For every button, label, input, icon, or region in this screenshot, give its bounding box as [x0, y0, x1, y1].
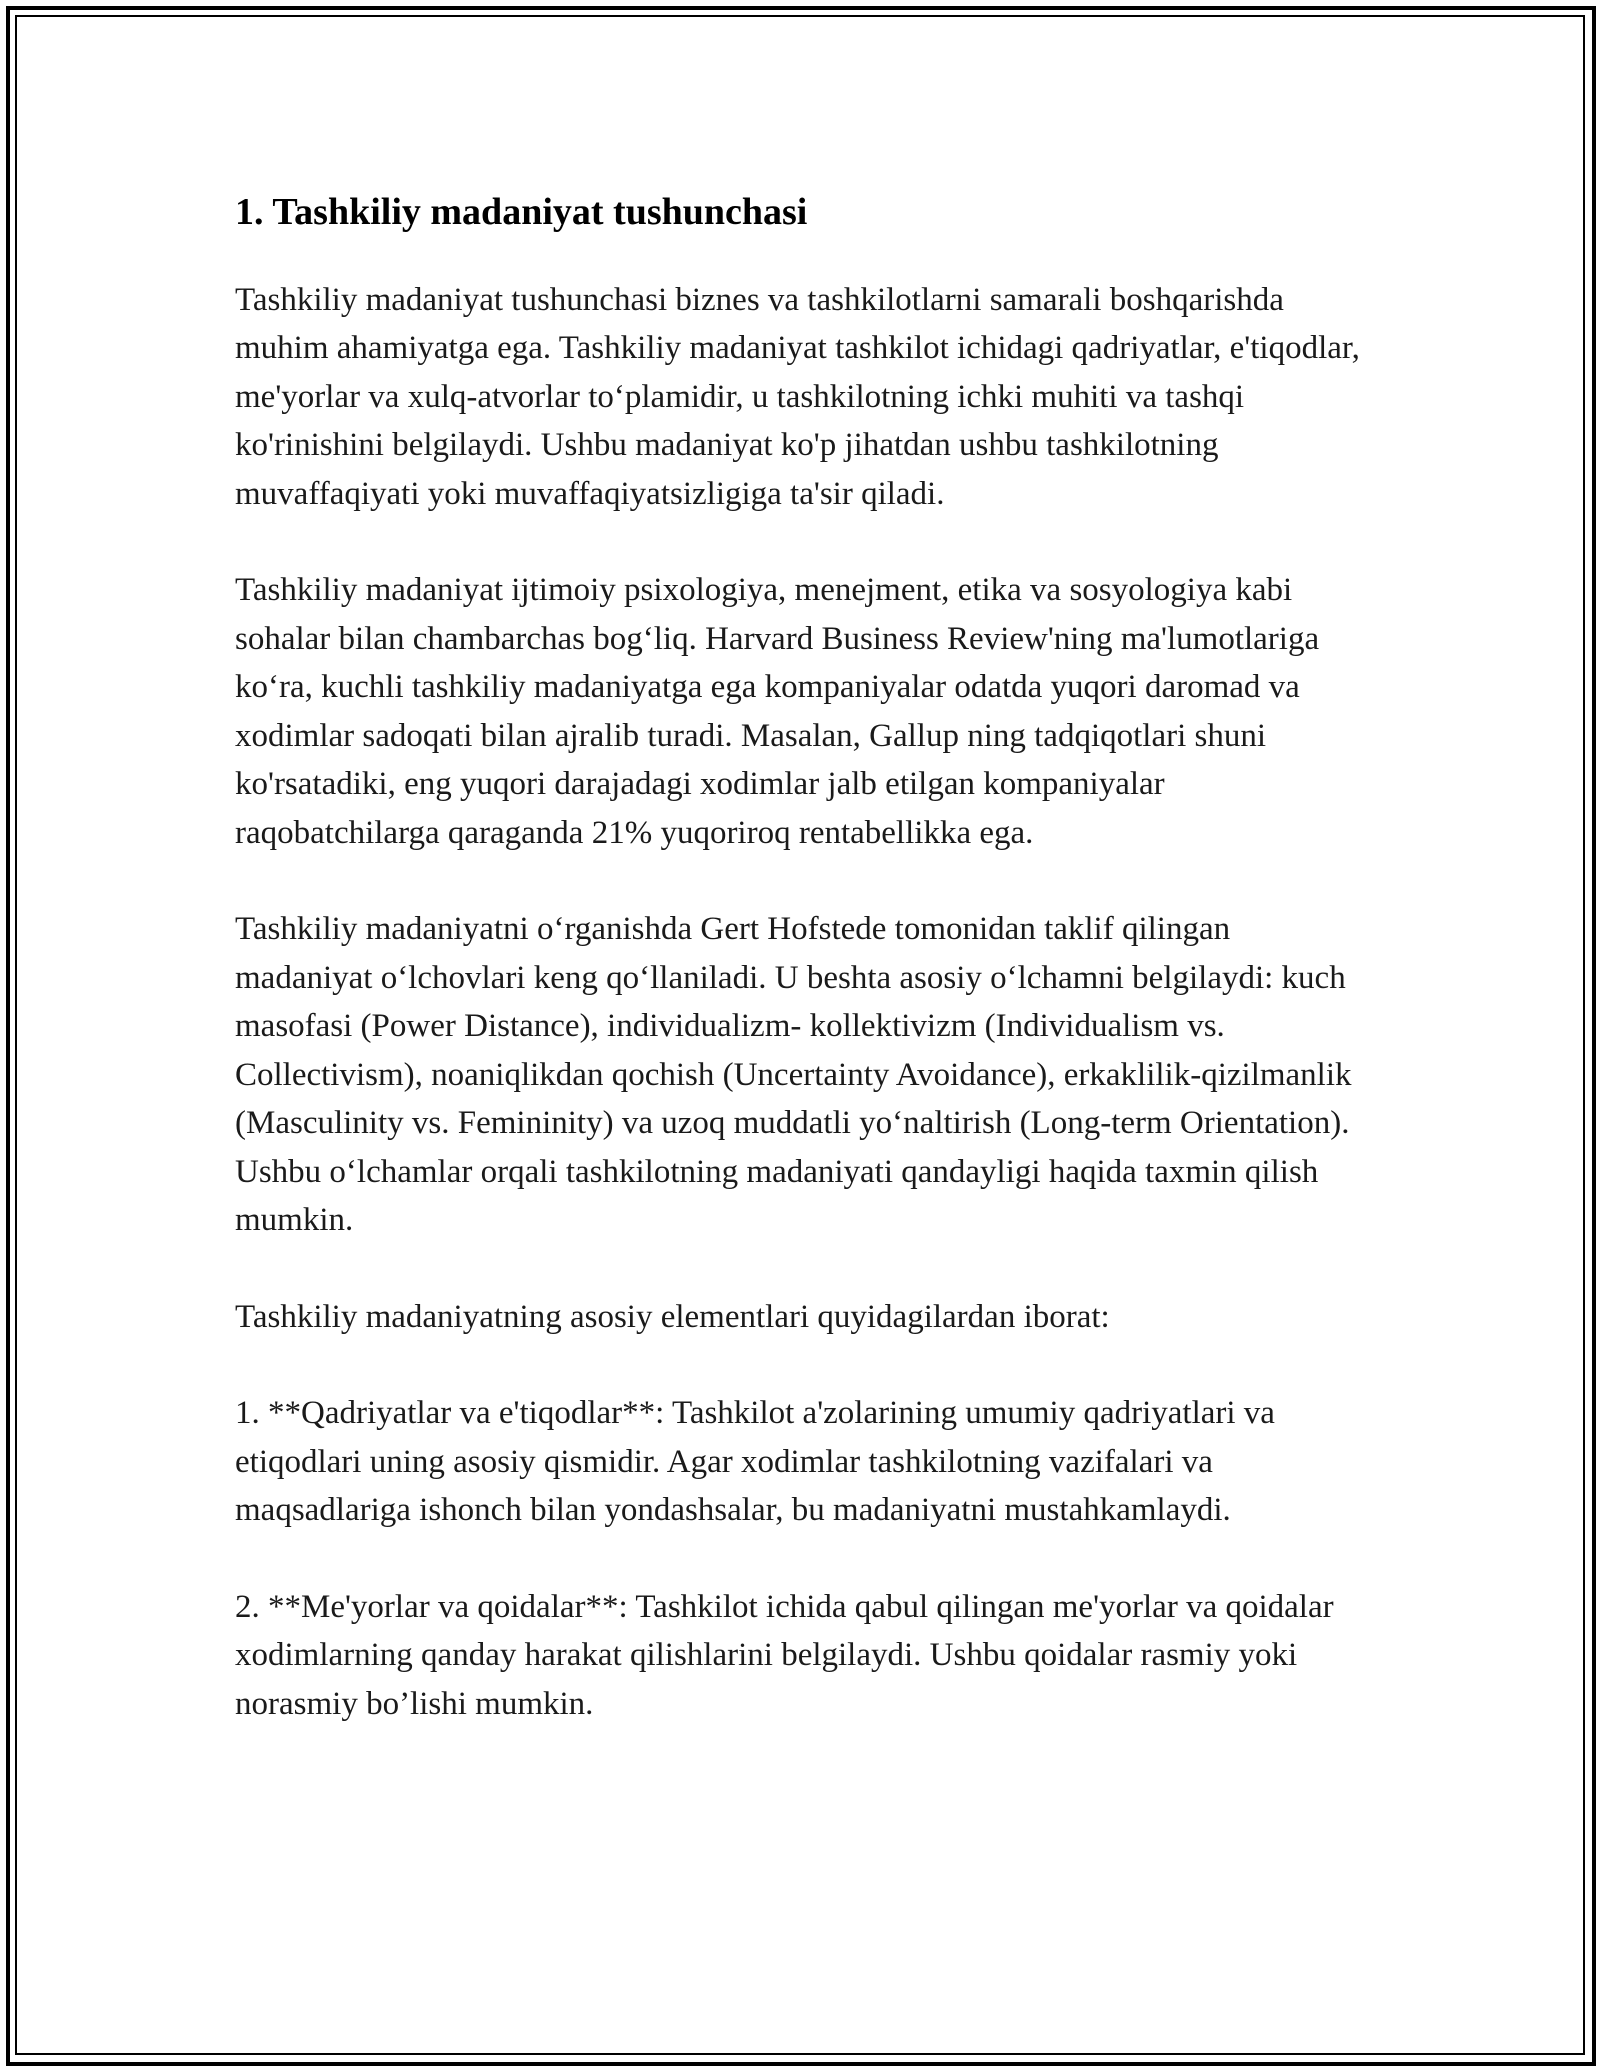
paragraph-hofstede: Tashkiliy madaniyatni o‘rganishda Gert Hofstede tomonidan taklif qilingan madaniyat o‘lchovlari keng qo‘llaniladi. U beshta asosiy o‘lchamni belgilaydi: kuch masofasi (Power Distance), individualizm- kollektivizm (Individualism vs. Collectivism), noaniqlikdan qochish (Uncertainty Avoidance), erkaklilik-qizilmanlik (Masculinity vs. Femininity) va uzoq muddatli yo‘naltirish (Long-term Orientation). Ushbu o‘lchamlar orqali tashkilotning madaniyati qandayligi haqida taxmin qilish mumkin. [235, 911, 1352, 1239]
list-item-norms: 2. **Me'yorlar va qoidalar**: Tashkilot ichida qabul qilingan me'yorlar va qoidalar xodimlarning qanday harakat qilishlarini belgilaydi. Ushbu qoidalar rasmiy yoki norasmiy bo’lishi mumkin. [235, 1588, 1334, 1722]
paragraph-intro: Tashkiliy madaniyat tushunchasi biznes va tashkilotlarni samarali boshqarishda muhim ahamiyatga ega. Tashkiliy madaniyat tashkilot ichidagi qadriyatlar, e'tiqodlar, me'yorlar va xulq-atvorlar to‘plamidir, u tashkilotning ichki muhiti va tashqi ko'rinishini belgilaydi. Ushbu madaniyat ko'p jihatdan ushbu tashkilotning muvaffaqiyati yoki muvaffaqiyatsizligiga ta'sir qiladi. [235, 281, 1360, 512]
paragraph-elements-intro: Tashkiliy madaniyatning asosiy elementlari quyidagilardan iborat: [235, 1298, 1110, 1335]
document-page [235, 190, 1375, 1776]
paragraph-context: Tashkiliy madaniyat ijtimoiy psixologiya, menejment, etika va sosyologiya kabi sohalar bilan chambarchas bog‘liq. Harvard Business Review'ning ma'lumotlariga ko‘ra, kuchli tashkiliy madaniyatga ega kompaniyalar odatda yuqori daromad va xodimlar sadoqati bilan ajralib turadi. Masalan, Gallup ning tadqiqotlari shuni ko'rsatadiki, eng yuqori darajadagi xodimlar jalb etilgan kompaniyalar raqobatchilarga qaraganda 21% yuqoriroq rentabellikka ega. [235, 572, 1320, 851]
section-heading: 1. Tashkiliy madaniyat tushunchasi [235, 191, 808, 233]
list-item-values: 1. **Qadriyatlar va e'tiqodlar**: Tashkilot a'zolarining umumiy qadriyatlari va etiqodlari uning asosiy qismidir. Agar xodimlar tashkilotning vazifalari va maqsadlariga ishonch bilan yondashsalar, bu madaniyatni mustahkamlaydi. [235, 1395, 1275, 1529]
